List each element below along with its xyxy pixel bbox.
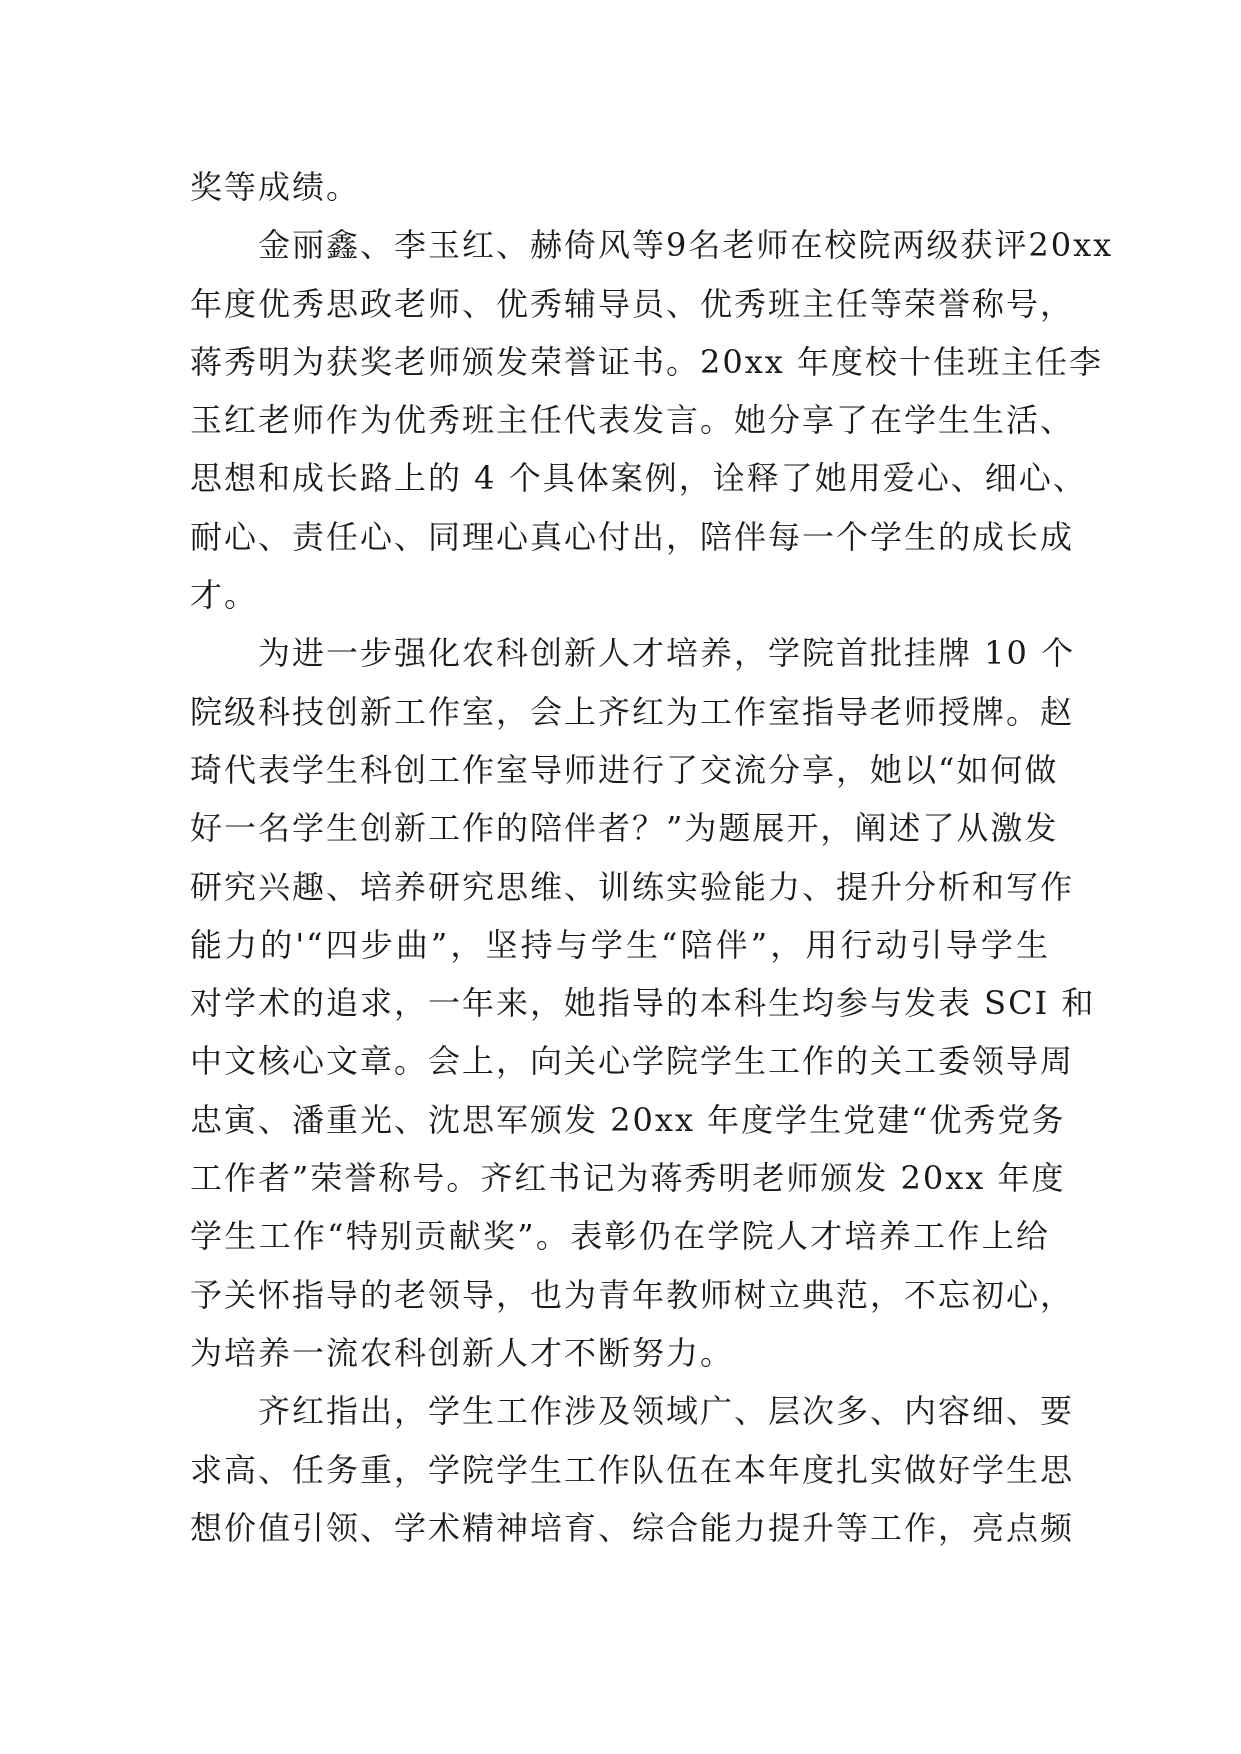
text-line: 研究兴趣、培养研究思维、训练实验能力、提升分析和写作 (190, 867, 1075, 906)
text-line: 想价值引领、学术精神培育、综合能力提升等工作，亮点频 (190, 1508, 1075, 1547)
text-line: 蒋秀明为获奖老师颁发荣誉证书。20xx 年度校十佳班主任李 (190, 342, 1103, 381)
text-line: 为进一步强化农科创新人才培养，学院首批挂牌 10 个 (258, 634, 1076, 673)
text-line: 为培养一流农科创新人才不断努力。 (190, 1333, 735, 1372)
paragraph-3 (190, 624, 1096, 1382)
text-line: 年度优秀思政老师、优秀辅导员、优秀班主任等荣誉称号， (190, 284, 1075, 323)
text-line: 能力的'“四步曲”，坚持与学生“陪伴”，用行动引导学生 (190, 925, 1050, 964)
document-body (190, 158, 1114, 1557)
text-line: 学生工作“特别贡献奖”。表彰仍在学院人才培养工作上给 (190, 1217, 1050, 1256)
text-line: 琦代表学生科创工作室导师进行了交流分享，她以“如何做 (190, 750, 1059, 789)
text-line: 对学术的追求，一年来，她指导的本科生均参与发表 SCI 和 (190, 984, 1096, 1023)
text-line: 金丽鑫、李玉红、赫倚风等9名老师在校院两级获评20xx (258, 226, 1114, 265)
text-line: 中文核心文章。会上，向关心学院学生工作的关工委领导周 (190, 1042, 1075, 1081)
text-line: 齐红指出，学生工作涉及领域广、层次多、内容细、要 (258, 1392, 1075, 1431)
text-line: 工作者”荣誉称号。齐红书记为蒋秀明老师颁发 20xx 年度 (190, 1159, 1066, 1198)
text-line: 院级科技创新工作室，会上齐红为工作室指导老师授牌。赵 (190, 692, 1075, 731)
text-line: 思想和成长路上的 4 个具体案例，诠释了她用爱心、细心、 (190, 459, 1087, 498)
text-line: 忠寅、潘重光、沈思军颁发 20xx 年度学生党建“优秀党务 (190, 1100, 1066, 1139)
text-line: 好一名学生创新工作的陪伴者？”为题展开，阐述了从激发 (190, 809, 1059, 848)
text-line: 奖等成绩。 (190, 168, 361, 206)
text-line: 予关怀指导的老领导，也为青年教师树立典范，不忘初心， (190, 1275, 1075, 1314)
paragraph-4 (190, 1382, 1075, 1557)
paragraph-2 (190, 216, 1114, 624)
text-line: 耐心、责任心、同理心真心付出，陪伴每一个学生的成长成 (190, 517, 1075, 556)
paragraph-1 (190, 158, 1050, 216)
text-line: 玉红老师作为优秀班主任代表发言。她分享了在学生生活、 (190, 401, 1075, 440)
text-line: 求高、任务重，学院学生工作队伍在本年度扎实做好学生思 (190, 1450, 1075, 1489)
text-line: 才。 (190, 576, 259, 615)
